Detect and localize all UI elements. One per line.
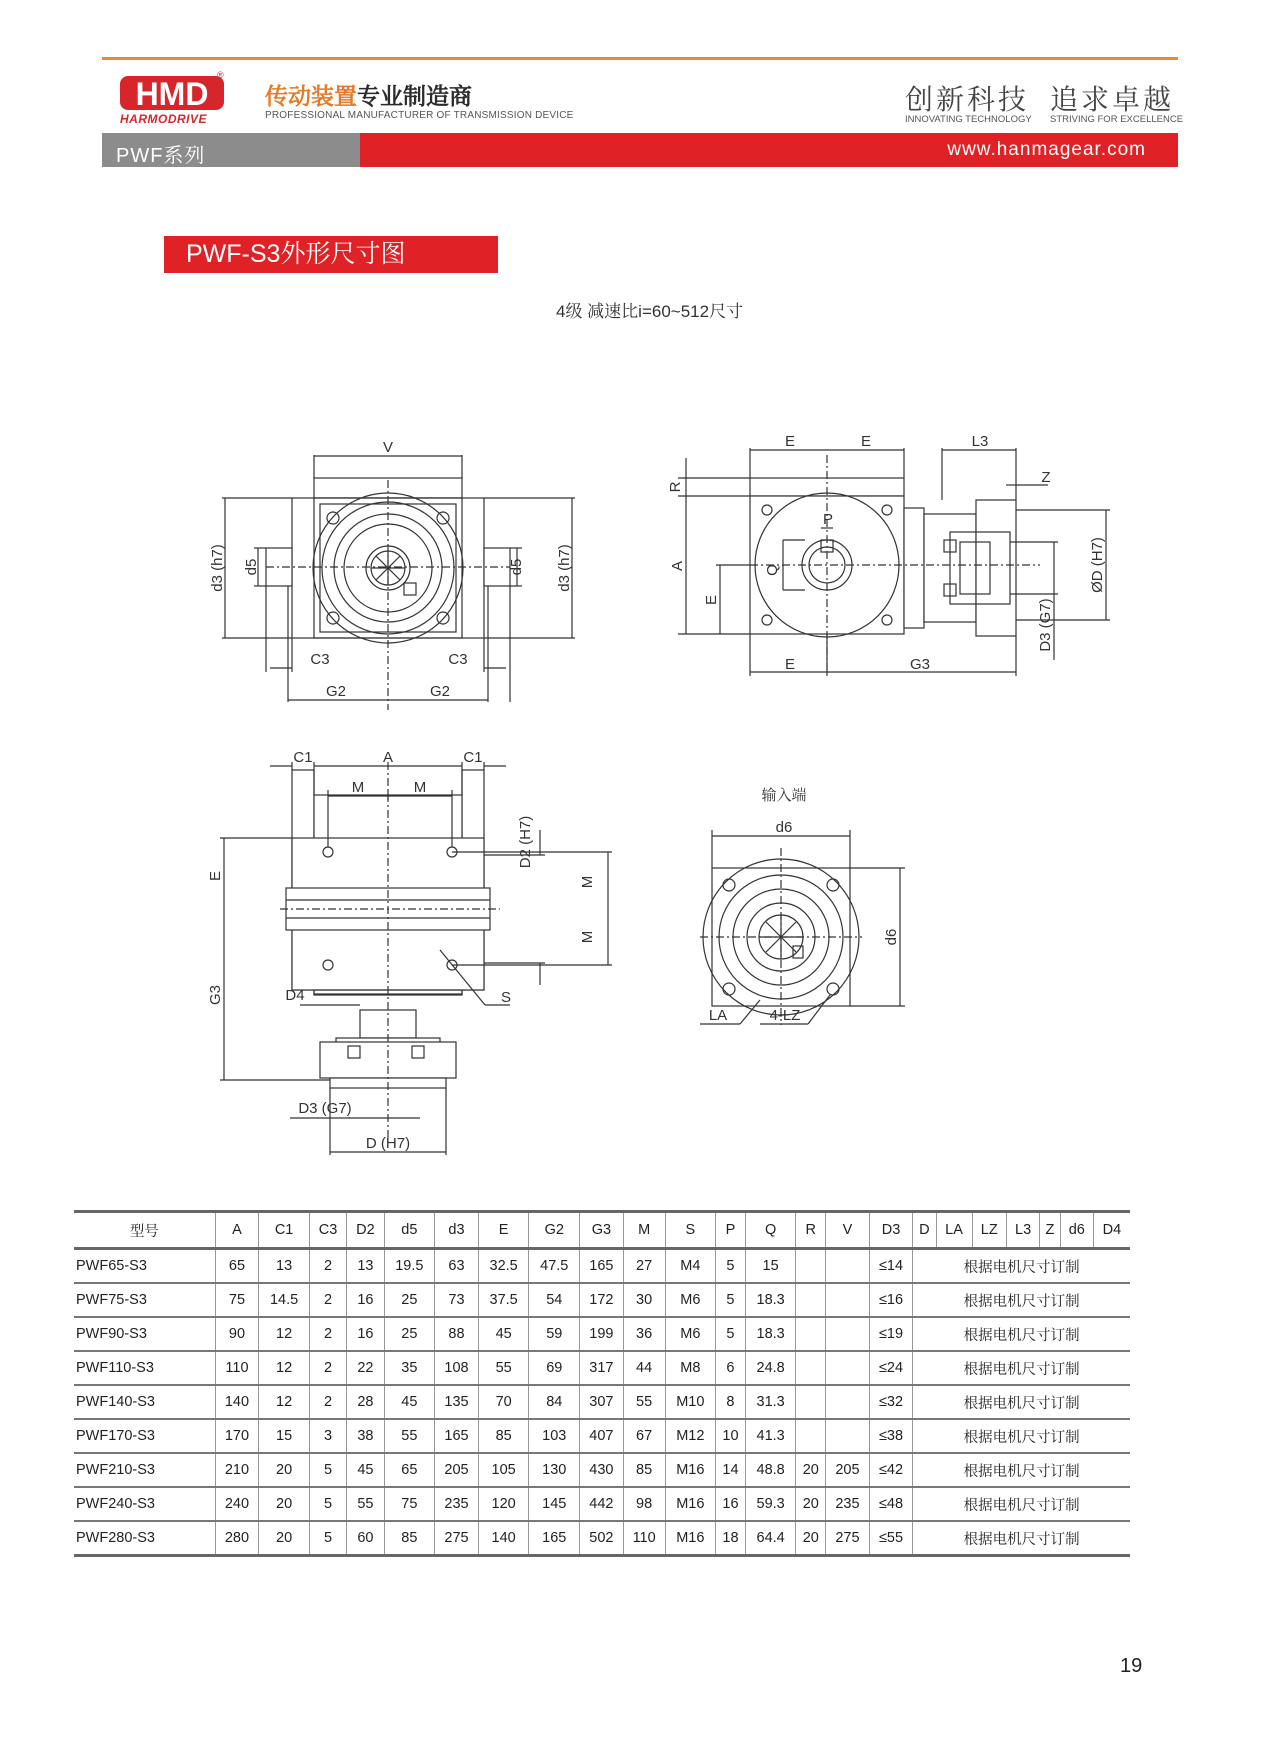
value-cell: 48.8 [745,1453,796,1487]
dim-A: A [669,560,686,572]
value-cell: 275 [826,1521,870,1556]
dim-A-top: A [382,749,394,766]
value-cell: 110 [215,1351,259,1385]
value-cell: 110 [623,1521,665,1556]
column-header: D [913,1212,936,1249]
dim-D: D (H7) [365,1135,411,1152]
value-cell: 59.3 [745,1487,796,1521]
value-cell: 36 [623,1317,665,1351]
value-cell: 73 [435,1283,479,1317]
value-cell: 2 [309,1351,346,1385]
value-cell: 14 [716,1453,746,1487]
value-cell: 70 [478,1385,529,1419]
table-row [74,1419,1130,1453]
table-body [74,1249,1130,1556]
value-cell: 235 [435,1487,479,1521]
motto-innovation: 创新科技 [905,83,1030,116]
value-cell: ≤32 [869,1385,912,1419]
logo-letters: HMD [135,76,209,112]
value-cell: 205 [435,1453,479,1487]
table-row [74,1351,1130,1385]
value-cell: 105 [478,1453,529,1487]
column-header: M [623,1212,665,1249]
column-header: d5 [384,1212,435,1249]
column-header: E [478,1212,529,1249]
value-cell: 44 [623,1351,665,1385]
value-cell: 37.5 [478,1283,529,1317]
value-cell: 85 [623,1453,665,1487]
dim-d5-left: d5 [243,558,260,576]
value-cell: ≤16 [869,1283,912,1317]
value-cell: 32.5 [478,1249,529,1284]
value-cell [796,1351,826,1385]
dim-D2: D2 (H7) [517,815,534,869]
dim-C1-right: C1 [463,749,483,766]
value-cell: 2 [309,1385,346,1419]
dim-S: S [500,989,512,1006]
column-header: D2 [347,1212,384,1249]
slogan-en: PROFESSIONAL MANUFACTURER OF TRANSMISSION DEVICE [265,110,574,121]
value-cell: 5 [716,1283,746,1317]
value-cell: 140 [215,1385,259,1419]
value-cell [796,1317,826,1351]
table-row [74,1283,1130,1317]
value-cell: ≤42 [869,1453,912,1487]
value-cell: 430 [580,1453,624,1487]
dim-M-2: M [413,779,427,796]
value-cell: 85 [478,1419,529,1453]
value-cell [826,1351,870,1385]
value-cell: 85 [384,1521,435,1556]
value-cell: 18.3 [745,1317,796,1351]
dim-E-bottom: E [784,656,796,673]
dim-d3-left: d3 (h7) [209,544,226,592]
value-cell: 275 [435,1521,479,1556]
dim-LA: LA [708,1007,728,1024]
value-cell [826,1419,870,1453]
value-cell: 28 [347,1385,384,1419]
value-cell: 140 [478,1521,529,1556]
dim-d3-right: d3 (h7) [556,544,573,592]
column-header: Q [745,1212,796,1249]
value-cell: 84 [529,1385,580,1419]
custom-note-cell: 根据电机尺寸订制 [913,1351,1130,1385]
registered-mark: ® [217,70,224,80]
value-cell: 69 [529,1351,580,1385]
value-cell: 170 [215,1419,259,1453]
value-cell: 20 [796,1487,826,1521]
value-cell: 88 [435,1317,479,1351]
value-cell: 20 [259,1453,310,1487]
value-cell: M6 [665,1317,716,1351]
value-cell: 5 [716,1249,746,1284]
series-label: PWF系列 [116,145,206,167]
front-view [222,455,575,710]
page-number: 19 [1120,1655,1143,1677]
column-header: G2 [529,1212,580,1249]
value-cell: M16 [665,1453,716,1487]
dim-D4: D4 [285,987,305,1004]
value-cell: 3 [309,1419,346,1453]
value-cell: 6 [716,1351,746,1385]
value-cell: ≤48 [869,1487,912,1521]
value-cell: ≤14 [869,1249,912,1284]
value-cell [796,1249,826,1284]
dim-C3-right: C3 [448,651,468,668]
dim-C3-left: C3 [310,651,330,668]
value-cell: M6 [665,1283,716,1317]
motto-innovation-en: INNOVATING TECHNOLOGY [905,114,1032,125]
value-cell: 65 [215,1249,259,1284]
model-cell: PWF110-S3 [76,1360,154,1376]
value-cell: 10 [716,1419,746,1453]
value-cell: 5 [716,1317,746,1351]
value-cell: 235 [826,1487,870,1521]
value-cell: 130 [529,1453,580,1487]
value-cell: M16 [665,1521,716,1556]
column-header: S [665,1212,716,1249]
value-cell: 103 [529,1419,580,1453]
value-cell: 25 [384,1317,435,1351]
model-cell: PWF210-S3 [76,1462,155,1478]
value-cell: 67 [623,1419,665,1453]
value-cell: 41.3 [745,1419,796,1453]
value-cell: 15 [745,1249,796,1284]
model-cell: PWF280-S3 [76,1530,155,1546]
column-header: d6 [1060,1212,1093,1249]
value-cell: ≤55 [869,1521,912,1556]
top-view [220,762,612,1155]
value-cell: M10 [665,1385,716,1419]
value-cell: 45 [478,1317,529,1351]
value-cell: 25 [384,1283,435,1317]
value-cell: 135 [435,1385,479,1419]
value-cell: 55 [478,1351,529,1385]
dim-V: V [382,439,394,456]
model-cell: PWF240-S3 [76,1496,155,1512]
value-cell: 205 [826,1453,870,1487]
custom-note-cell: 根据电机尺寸订制 [913,1317,1130,1351]
column-header: 型号 [129,1223,159,1240]
dim-d5-right: d5 [508,558,525,576]
value-cell: 12 [259,1351,310,1385]
value-cell: 145 [529,1487,580,1521]
value-cell: 165 [435,1419,479,1453]
value-cell: 64.4 [745,1521,796,1556]
value-cell: ≤19 [869,1317,912,1351]
value-cell: 20 [796,1453,826,1487]
column-header: G3 [580,1212,624,1249]
value-cell: 317 [580,1351,624,1385]
dim-R: R [667,481,684,493]
ratio-subtitle: 4级 减速比i=60~512尺寸 [556,302,744,321]
dim-D3-side: D3 (G7) [1037,598,1054,652]
value-cell [796,1385,826,1419]
value-cell: 442 [580,1487,624,1521]
value-cell: M8 [665,1351,716,1385]
input-end-title: 输入端 [761,787,807,804]
value-cell: 65 [384,1453,435,1487]
column-header: C3 [309,1212,346,1249]
dim-P: P [822,511,834,528]
value-cell: 5 [309,1487,346,1521]
dim-d6-right: d6 [883,928,900,946]
dim-Z: Z [1041,469,1051,486]
value-cell [796,1283,826,1317]
model-cell: PWF170-S3 [76,1428,155,1444]
dim-G3-side: G3 [909,656,931,673]
value-cell: 59 [529,1317,580,1351]
slogan-dark: 专业制造商 [357,83,472,109]
value-cell: 24.8 [745,1351,796,1385]
value-cell: 35 [384,1351,435,1385]
dim-G2-left: G2 [325,683,347,700]
value-cell: 20 [259,1487,310,1521]
value-cell: M4 [665,1249,716,1284]
value-cell: 14.5 [259,1283,310,1317]
dim-L3: L3 [971,433,989,450]
value-cell: 210 [215,1453,259,1487]
table-row [74,1317,1130,1351]
value-cell: 22 [347,1351,384,1385]
column-header: C1 [259,1212,310,1249]
column-header: D4 [1093,1212,1130,1249]
value-cell: 75 [384,1487,435,1521]
column-header: Z [1040,1212,1061,1249]
input-end-view [700,830,905,1025]
column-header: L3 [1007,1212,1040,1249]
slogan-orange: 传动装置 [265,83,357,109]
column-header: P [716,1212,746,1249]
value-cell: 60 [347,1521,384,1556]
custom-note-cell: 根据电机尺寸订制 [913,1419,1130,1453]
motto-excellence: 追求卓越 [1050,83,1175,116]
dim-4-LZ: 4-LZ [769,1007,801,1024]
dim-Q: Q [764,564,781,576]
custom-note-cell: 根据电机尺寸订制 [913,1283,1130,1317]
column-header: D3 [869,1212,912,1249]
value-cell: 16 [347,1317,384,1351]
website-link[interactable]: www.hanmagear.com [947,139,1146,160]
model-cell: PWF90-S3 [76,1326,147,1342]
custom-note-cell: 根据电机尺寸订制 [913,1249,1130,1284]
dim-M-4: M [579,930,596,944]
value-cell: 18.3 [745,1283,796,1317]
dim-D3-top: D3 (G7) [298,1100,352,1117]
column-header: R [796,1212,826,1249]
table-row [74,1249,1130,1284]
custom-note-cell: 根据电机尺寸订制 [913,1487,1130,1521]
spec-table [74,1210,1130,1557]
value-cell: 13 [347,1249,384,1284]
column-header: LZ [972,1212,1007,1249]
value-cell: 63 [435,1249,479,1284]
value-cell: 16 [716,1487,746,1521]
value-cell: 38 [347,1419,384,1453]
value-cell: 45 [347,1453,384,1487]
value-cell: 55 [384,1419,435,1453]
value-cell [826,1385,870,1419]
value-cell: 13 [259,1249,310,1284]
value-cell: 18 [716,1521,746,1556]
dim-E-top-2: E [860,433,872,450]
value-cell: 165 [529,1521,580,1556]
value-cell: 30 [623,1283,665,1317]
value-cell [826,1317,870,1351]
value-cell: 54 [529,1283,580,1317]
value-cell: 55 [347,1487,384,1521]
value-cell: 502 [580,1521,624,1556]
value-cell: M12 [665,1419,716,1453]
value-cell: M16 [665,1487,716,1521]
value-cell: 15 [259,1419,310,1453]
value-cell: 19.5 [384,1249,435,1284]
model-cell: PWF65-S3 [76,1258,147,1274]
value-cell: 407 [580,1419,624,1453]
value-cell: 199 [580,1317,624,1351]
dim-C1-left: C1 [293,749,313,766]
dim-G3-top: G3 [207,984,224,1006]
value-cell: 2 [309,1283,346,1317]
value-cell: 2 [309,1317,346,1351]
value-cell: 75 [215,1283,259,1317]
dim-G2-right: G2 [429,683,451,700]
value-cell: 31.3 [745,1385,796,1419]
value-cell: 8 [716,1385,746,1419]
value-cell: 5 [309,1453,346,1487]
value-cell: 240 [215,1487,259,1521]
motto-excellence-en: STRIVING FOR EXCELLENCE [1050,114,1184,125]
table-header-row [74,1212,1130,1249]
value-cell: 108 [435,1351,479,1385]
value-cell: 12 [259,1385,310,1419]
value-cell: 55 [623,1385,665,1419]
value-cell: 98 [623,1487,665,1521]
table-row [74,1487,1130,1521]
value-cell [796,1419,826,1453]
custom-note-cell: 根据电机尺寸订制 [913,1453,1130,1487]
value-cell [826,1283,870,1317]
model-cell: PWF75-S3 [76,1292,147,1308]
value-cell: 12 [259,1317,310,1351]
model-cell: PWF140-S3 [76,1394,155,1410]
table-row [74,1453,1130,1487]
value-cell: 27 [623,1249,665,1284]
table-row [74,1521,1130,1556]
section-title: PWF-S3外形尺寸图 [164,236,498,273]
dim-d6-top: d6 [775,819,793,836]
column-header: V [826,1212,870,1249]
value-cell: 280 [215,1521,259,1556]
dim-M-3: M [579,875,596,889]
custom-note-cell: 根据电机尺寸订制 [913,1521,1130,1556]
value-cell: 16 [347,1283,384,1317]
value-cell: 172 [580,1283,624,1317]
value-cell: 307 [580,1385,624,1419]
value-cell: ≤38 [869,1419,912,1453]
value-cell [826,1249,870,1284]
column-header: A [215,1212,259,1249]
value-cell: 90 [215,1317,259,1351]
value-cell: 5 [309,1521,346,1556]
value-cell: 165 [580,1249,624,1284]
dim-E-top-view: E [207,870,224,882]
dim-OD: ØD (H7) [1089,537,1106,593]
value-cell: 120 [478,1487,529,1521]
column-header: d3 [435,1212,479,1249]
column-header: LA [936,1212,972,1249]
value-cell: 2 [309,1249,346,1284]
dim-E-left: E [703,594,720,606]
logo-brand: HARMODRIVE [120,112,208,126]
value-cell: 20 [259,1521,310,1556]
value-cell: 20 [796,1521,826,1556]
dim-E-top-1: E [784,433,796,450]
custom-note-cell: 根据电机尺寸订制 [913,1385,1130,1419]
dim-M-1: M [351,779,365,796]
value-cell: 47.5 [529,1249,580,1284]
value-cell: ≤24 [869,1351,912,1385]
value-cell: 45 [384,1385,435,1419]
table-row [74,1385,1130,1419]
